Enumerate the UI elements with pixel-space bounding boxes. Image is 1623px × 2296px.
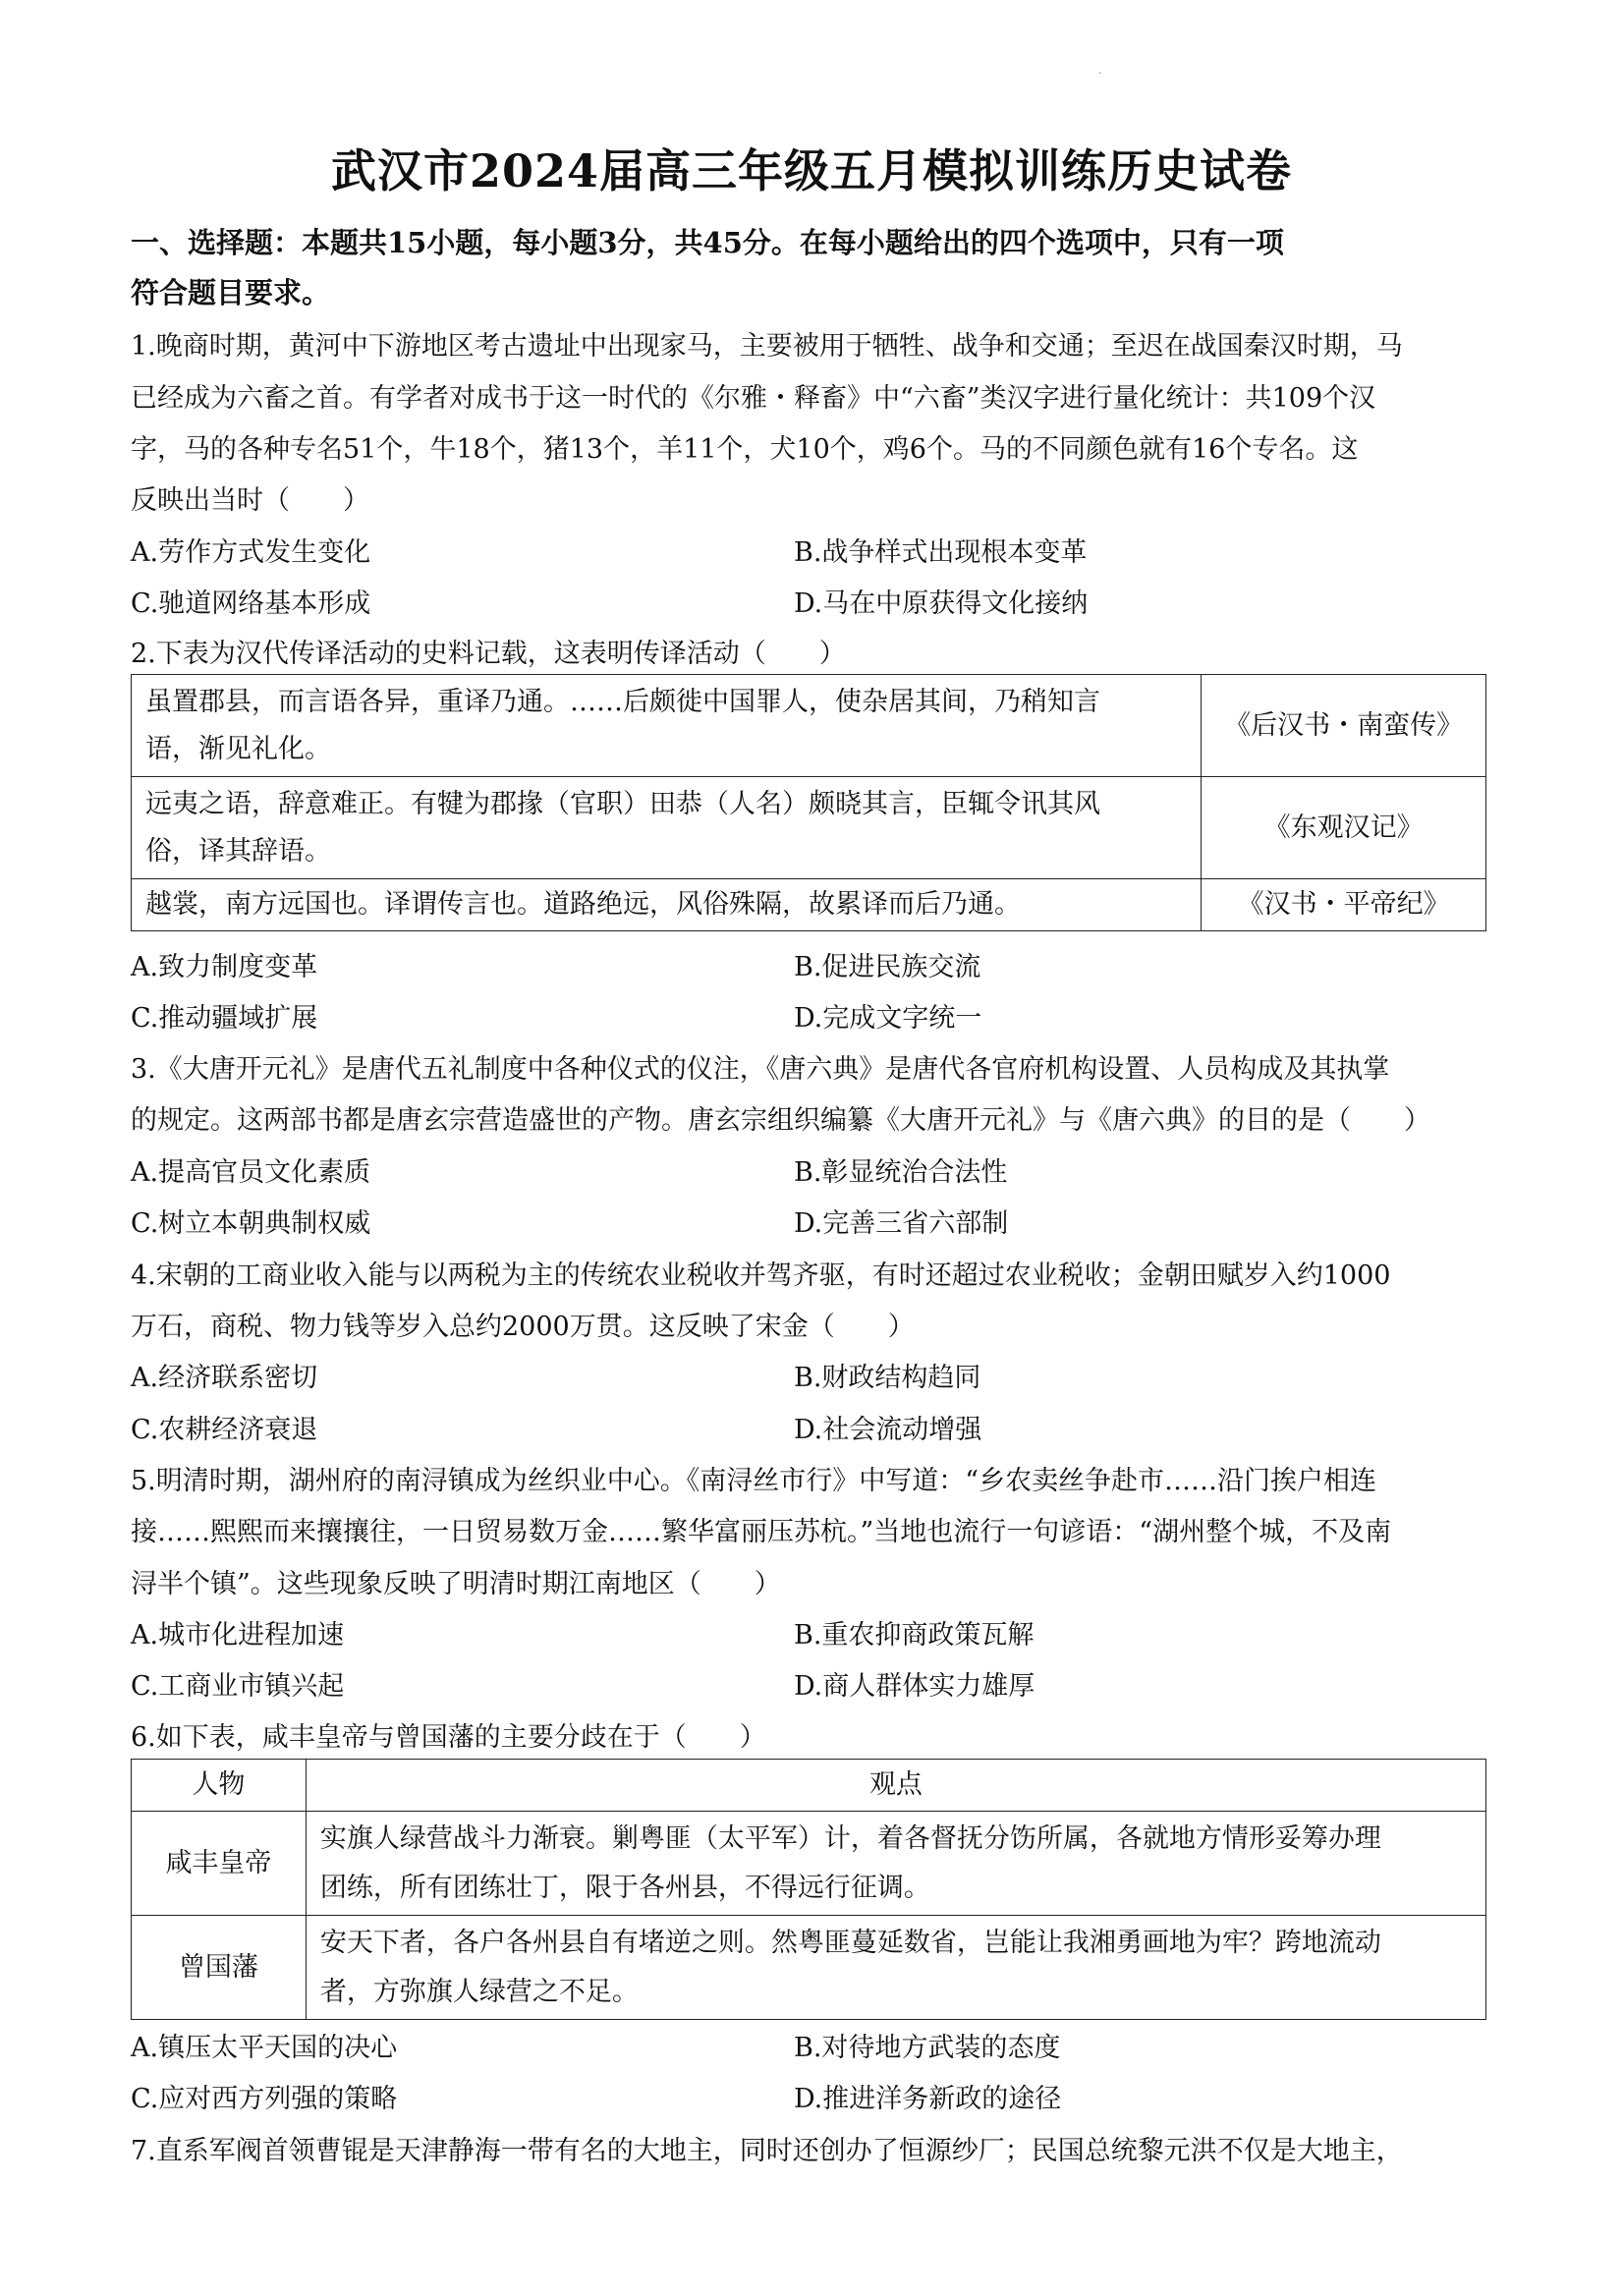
cell-line: 安天下者，各户各州县自有堵逆之则。然粤匪蔓延数省，岂能让我湘勇画地为牢？跨地流动 xyxy=(319,1927,1381,1958)
option-c[interactable]: C.应对西方列强的策略 xyxy=(131,2084,398,2114)
table-row xyxy=(132,879,1486,931)
cell-line: 远夷之语，辞意难正。有犍为郡掾（官职）田恭（人名）颇晓其言，臣辄令讯其风 xyxy=(145,788,1100,819)
question-text: 5.明清时期，湖州府的南浔镇成为丝织业中心。《南浔丝市行》中写道：“乡农卖丝争赴市……沿门挨户相连 xyxy=(131,1466,1377,1496)
header-view: 观点 xyxy=(306,1760,1485,1812)
question-text: 3.《大唐开元礼》是唐代五礼制度中各种仪式的仪注，《唐六典》是唐代各官府机构设置、人员构成及其执掌 xyxy=(131,1054,1390,1085)
table-cell xyxy=(132,777,1202,879)
opinion-table xyxy=(131,1759,1486,2020)
table-cell xyxy=(132,879,1202,931)
scan-dot: · xyxy=(1098,69,1102,80)
question-text: 1.晚商时期，黄河中下游地区考古遗址中出现家马，主要被用于牺牲、战争和交通；至迟在战国秦汉时期，马 xyxy=(131,331,1403,362)
question-text: 4.宋朝的工商业收入能与以两税为主的传统农业税收并驾齐驱，有时还超过农业税收；金朝田赋岁入约1000 xyxy=(131,1260,1391,1291)
question-text: 字，马的各种专名51个，牛18个，猪13个，羊11个，犬10个，鸡6个。马的不同颜色就有16个专名。这 xyxy=(131,434,1359,465)
question-text: 7.直系军阀首领曹锟是天津静海一带有名的大地主，同时还创办了恒源纱厂；民国总统黎元洪不仅是大地主， xyxy=(131,2136,1403,2166)
cell-line: 越裳，南方远国也。译谓传言也。道路绝远，风俗殊隔，故累译而后乃通。 xyxy=(145,889,1021,920)
option-c[interactable]: C.工商业市镇兴起 xyxy=(131,1671,345,1702)
person-cell: 咸丰皇帝 xyxy=(132,1812,307,1916)
cell-line: 虽置郡县，而言语各异，重译乃通。……后颇徙中国罪人，使杂居其间，乃稍知言 xyxy=(145,686,1100,717)
option-d[interactable]: D.商人群体实力雄厚 xyxy=(794,1671,1035,1702)
option-c[interactable]: C.驰道网络基本形成 xyxy=(131,588,371,619)
question-text: 浔半个镇”。这些现象反映了明清时期江南地区（ ） xyxy=(131,1569,781,1599)
source-cell: 《汉书・平帝纪》 xyxy=(1202,879,1486,931)
option-b[interactable]: B.财政结构趋同 xyxy=(794,1363,981,1393)
section-heading-cont: 符合题目要求。 xyxy=(131,276,331,309)
option-d[interactable]: D.完善三省六部制 xyxy=(794,1208,1009,1239)
option-b[interactable]: B.对待地方武装的态度 xyxy=(794,2033,1061,2063)
table-row xyxy=(132,675,1486,777)
option-d[interactable]: D.完成文字统一 xyxy=(794,1003,982,1034)
source-cell: 《东观汉记》 xyxy=(1202,777,1486,879)
table-cell xyxy=(132,675,1202,777)
option-a[interactable]: A.镇压太平天国的决心 xyxy=(131,2033,398,2063)
option-a[interactable]: A.致力制度变革 xyxy=(131,952,318,982)
cell-line: 语，渐见礼化。 xyxy=(145,733,331,764)
page-title: 武汉市2024届高三年级五月模拟训练历史试卷 xyxy=(330,144,1293,197)
cell-line: 俗，译其辞语。 xyxy=(145,835,331,867)
option-a[interactable]: A.经济联系密切 xyxy=(131,1363,318,1393)
section-heading: 一、选择题：本题共15小题，每小题3分，共45分。在每小题给出的四个选项中，只有一项 xyxy=(131,226,1284,259)
option-b[interactable]: B.重农抑商政策瓦解 xyxy=(794,1620,1035,1651)
option-c[interactable]: C.农耕经济衰退 xyxy=(131,1415,318,1445)
cell-line: 团练，所有团练壮丁，限于各州县，不得远行征调。 xyxy=(319,1872,930,1903)
option-b[interactable]: B.战争样式出现根本变革 xyxy=(794,537,1088,568)
option-c[interactable]: C.推动疆域扩展 xyxy=(131,1003,318,1034)
option-d[interactable]: D.推进洋务新政的途径 xyxy=(794,2084,1062,2114)
table-row xyxy=(132,1916,1486,2020)
option-b[interactable]: B.彰显统治合法性 xyxy=(794,1157,1008,1188)
question-text: 已经成为六畜之首。有学者对成书于这一时代的《尔雅・释畜》中“六畜”类汉字进行量化统计：共109个汉 xyxy=(131,383,1376,414)
question-text: 6.如下表，咸丰皇帝与曾国藩的主要分歧在于（ ） xyxy=(131,1722,766,1753)
view-cell xyxy=(306,1812,1485,1916)
option-b[interactable]: B.促进民族交流 xyxy=(794,952,981,982)
table-row xyxy=(132,1812,1486,1916)
option-a[interactable]: A.劳作方式发生变化 xyxy=(131,537,371,568)
question-text: 接……熙熙而来攘攘往，一日贸易数万金……繁华富丽压苏杭。”当地也流行一句谚语：“湖州整个城，不及南 xyxy=(131,1517,1392,1547)
person-cell: 曾国藩 xyxy=(132,1916,307,2020)
question-text: 2.下表为汉代传译活动的史料记载，这表明传译活动（ ） xyxy=(131,639,846,669)
option-a[interactable]: A.提高官员文化素质 xyxy=(131,1157,371,1188)
option-c[interactable]: C.树立本朝典制权威 xyxy=(131,1208,371,1239)
header-person: 人物 xyxy=(132,1760,307,1812)
cell-line: 实旗人绿营战斗力渐衰。剿粤匪（太平军）计，着各督抚分饬所属，各就地方情形妥筹办理 xyxy=(319,1822,1381,1854)
option-d[interactable]: D.马在中原获得文化接纳 xyxy=(794,588,1089,619)
option-d[interactable]: D.社会流动增强 xyxy=(794,1415,982,1445)
option-a[interactable]: A.城市化进程加速 xyxy=(131,1620,345,1651)
table-header-row xyxy=(132,1760,1486,1812)
question-text: 万石，商税、物力钱等岁入总约2000万贯。这反映了宋金（ ） xyxy=(131,1312,915,1342)
source-cell: 《后汉书・南蛮传》 xyxy=(1202,675,1486,777)
question-text: 反映出当时（ ） xyxy=(131,485,369,516)
source-table xyxy=(131,674,1486,931)
question-text: 的规定。这两部书都是唐玄宗营造盛世的产物。唐玄宗组织编纂《大唐开元礼》与《唐六典》的目的是（ ） xyxy=(131,1105,1430,1136)
table-row xyxy=(132,777,1486,879)
view-cell xyxy=(306,1916,1485,2020)
cell-line: 者，方弥旗人绿营之不足。 xyxy=(319,1976,639,2007)
